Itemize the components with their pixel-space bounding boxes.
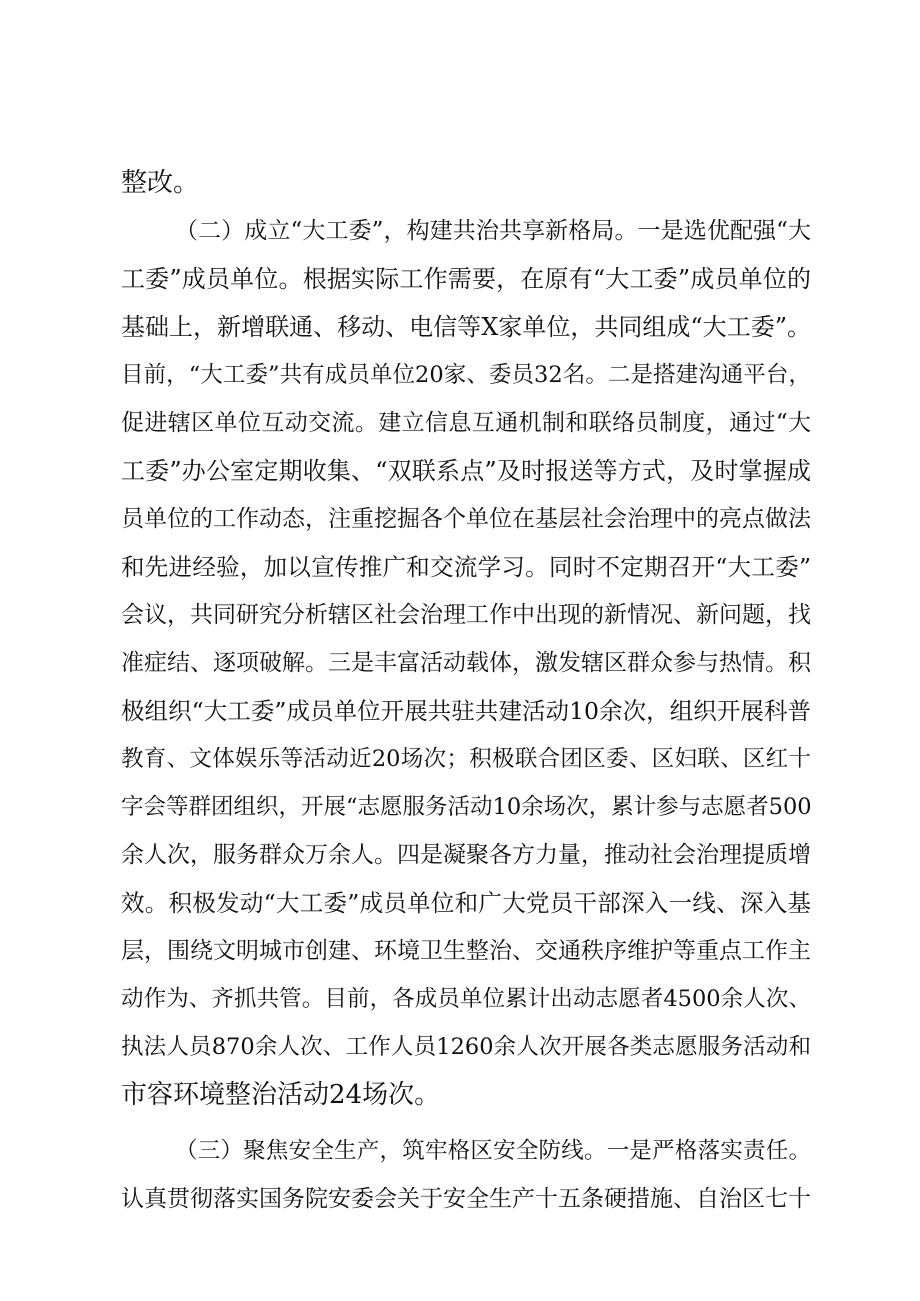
text-line-9: 和先进经验，加以宣传推广和交流学习。同时不定期召开“大工委” [121, 553, 811, 581]
text-line-18: 动作为、齐抓共管。目前，各成员单位累计出动志愿者4500余人次、 [121, 986, 811, 1012]
text-line-7: 工委”办公室定期收集、“双联系点”及时报送等方式，及时掌握成 [121, 457, 811, 485]
section-heading-3: （三）聚焦安全生产，筑牢格区安全防线。一是严格落实责任。 [175, 1138, 811, 1164]
text-line-4: 基础上，新增联通、移动、电信等X家单位，共同组成“大工委”。 [121, 313, 811, 341]
text-line-14: 字会等群团组织，开展“志愿服务活动10余场次，累计参与志愿者500 [121, 794, 812, 820]
text-line-16: 效。积极发动“大工委”成员单位和广大党员干部深入一线、深入基 [121, 889, 811, 917]
text-line-15: 余人次，服务群众万余人。四是凝聚各方力量，推动社会治理提质增 [121, 842, 811, 868]
text-line-11: 准症结、逐项破解。三是丰富活动载体，激发辖区群众参与热情。积 [121, 650, 811, 676]
text-line-1: 整改。 [121, 168, 200, 198]
text-line-17: 层，围绕文明城市创建、环境卫生整治、交通秩序维护等重点工作主 [121, 938, 811, 964]
text-line-8: 员单位的工作动态，注重挖掘各个单位在基层社会治理中的亮点做法 [121, 506, 811, 532]
text-line-22: 认真贯彻落实国务院安委会关于安全生产十五条硬措施、自治区七十 [121, 1186, 811, 1212]
text-line-13: 教育、文体娱乐等活动近20场次；积极联合团区委、区妇联、区红十 [121, 746, 811, 772]
text-line-20: 市容环境整治活动24场次。 [121, 1080, 441, 1110]
text-line-19: 执法人员870余人次、工作人员1260余人次开展各类志愿服务活动和 [121, 1034, 811, 1060]
text-line-12: 极组织“大工委”成员单位开展共驻共建活动10余次，组织开展科普 [121, 697, 811, 725]
text-line-5: 目前，“大工委”共有成员单位20家、委员32名。二是搭建沟通平台， [121, 362, 811, 388]
text-line-3: 工委”成员单位。根据实际工作需要，在原有“大工委”成员单位的 [121, 265, 811, 293]
section-heading-2: （二）成立“大工委”，构建共治共享新格局。一是选优配强“大 [175, 218, 811, 244]
text-line-10: 会议，共同研究分析辖区社会治理工作中出现的新情况、新问题，找 [121, 602, 811, 628]
text-line-6: 促进辖区单位互动交流。建立信息互通机制和联络员制度，通过“大 [121, 410, 811, 436]
